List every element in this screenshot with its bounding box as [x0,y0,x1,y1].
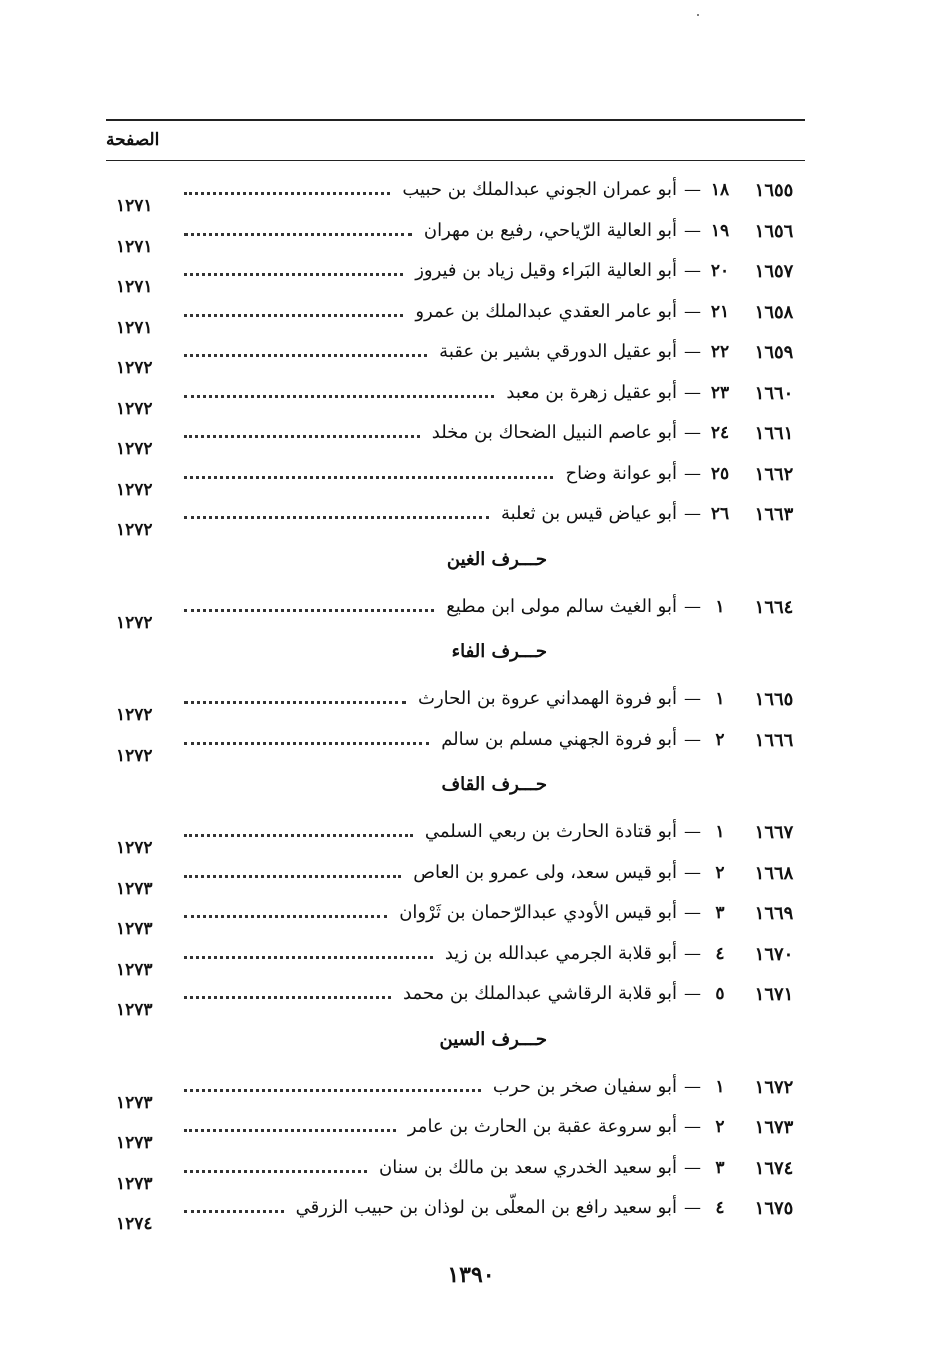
entry-page-number: ١٢٧٢ [116,358,153,378]
entry-dot-leader [184,516,489,519]
page-number: ١٣٩٠ [447,1262,495,1288]
entry-dash: — [684,342,701,362]
entry-letter-number: ١٩ [710,220,730,241]
entry-dash: — [684,180,701,200]
entry-dash: — [684,822,701,842]
entry-dot-leader [184,273,403,276]
print-speck [697,14,699,16]
entry-letter-number: ٢ [715,1117,725,1137]
entry-title: أبو فروة الهمداني عروة بن الحارث [418,688,677,709]
entry-letter-number: ١ [715,689,725,709]
entry-dash: — [684,596,701,617]
index-entry [106,1188,805,1234]
entry-dot-leader [184,609,434,612]
index-entry [106,373,805,419]
entry-title: أبو عقيل زهرة بن معبد [506,381,677,403]
header-top-rule [106,119,805,121]
entry-sequence-number: ١٦٧٥ [754,1198,794,1219]
entry-dot-leader [184,314,403,317]
entry-sequence-number: ١٦٧٤ [754,1157,794,1179]
entry-dash: — [684,862,701,883]
entry-letter-number: ٣ [715,903,725,923]
entry-page-number: ١٢٧٢ [116,612,153,633]
entry-title: أبو سفيان صخر بن حرب [492,1075,677,1097]
index-entry [106,679,805,725]
entry-title: أبو سعيد الخدري سعد بن مالك بن سنان [379,1156,677,1178]
entry-letter-number: ١ [715,1076,725,1097]
entry-dot-leader [184,476,553,479]
entry-sequence-number: ١٦٦٨ [754,862,794,884]
entry-letter-number: ٢ [715,729,725,750]
entry-letter-number: ١ [715,596,725,617]
entry-title: أبو فروة الجهني مسلم بن سالم [441,728,677,750]
index-entry [106,251,805,297]
index-entry [106,587,805,633]
entry-dot-leader [184,192,390,195]
entry-dash: — [684,984,701,1004]
index-entry [106,494,805,540]
entry-dash: — [684,903,701,923]
page-column-header: الصفحة [106,130,160,150]
entry-dash: — [684,1198,701,1218]
entry-page-number: ١٢٧٣ [116,1092,153,1113]
entry-dot-leader [184,233,412,236]
entry-dot-leader [184,875,401,878]
entry-dot-leader [184,1129,396,1132]
entry-dot-leader [184,395,494,398]
entry-sequence-number: ١٦٦٢ [754,463,794,485]
entry-title: أبو قلابة الجرمي عبدالله بن زيد [444,942,677,964]
entry-sequence-number: ١٦٦١ [754,423,794,444]
entry-letter-number: ٢٤ [710,423,730,443]
entry-page-number: ١٢٧٢ [116,745,153,766]
entry-dot-leader [184,1089,481,1092]
index-entry [106,893,805,939]
entry-dash: — [684,301,701,322]
entry-letter-number: ١ [715,822,725,842]
entry-page-number: ١٢٧٢ [116,398,153,419]
entry-page-number: ١٢٧٢ [116,479,153,500]
entry-page-number: ١٢٧٣ [116,1133,153,1153]
index-entry [106,170,805,216]
entry-title: أبو العالية الرّياحي، رفيع بن مهران [423,219,677,241]
entry-title: أبو قلابة الرقاشي عبدالملك بن محمد [403,983,677,1004]
header-bottom-rule [106,160,805,161]
entry-title: أبو سروعة عقبة بن الحارث بن عامر [407,1116,677,1137]
section-heading-text: حـــرف السين [439,1028,547,1050]
entry-dash: — [684,463,701,484]
index-entry [106,413,805,459]
entry-sequence-number: ١٦٦٦ [754,729,794,751]
entry-title: أبو قتادة الحارث بن ربعي السلمي [424,821,677,842]
index-entry [106,211,805,257]
entry-letter-number: ٢٦ [710,504,730,524]
entry-letter-number: ٥ [715,984,725,1004]
entry-sequence-number: ١٦٦٧ [754,822,794,843]
entry-dash: — [684,729,701,750]
entry-dot-leader [184,956,433,959]
entry-page-number: ١٢٧٣ [116,919,153,939]
entry-dash: — [684,504,701,524]
entry-letter-number: ١٨ [710,180,730,200]
entry-sequence-number: ١٦٦٣ [754,504,794,525]
entry-title: أبو عمران الجوني عبدالملك بن حبيب [402,179,677,200]
section-heading-text: حـــرف الغين [446,548,547,570]
entry-sequence-number: ١٦٥٩ [754,342,794,363]
section-heading [106,760,805,812]
entry-dash: — [684,261,701,281]
entry-page-number: ١٢٧١ [116,277,153,297]
entry-dash: — [684,382,701,403]
entry-sequence-number: ١٦٧٢ [754,1076,794,1098]
entry-dot-leader [184,996,391,999]
entry-sequence-number: ١٦٧١ [754,984,794,1005]
entry-dot-leader [184,1170,367,1173]
entry-title: أبو العالية البَراء وقيل زياد بن فيروز [415,260,677,281]
entry-letter-number: ٢ [715,862,725,883]
index-entry [106,292,805,338]
index-entry [106,853,805,899]
index-entry [106,1148,805,1194]
entry-sequence-number: ١٦٦٩ [754,903,794,924]
entry-sequence-number: ١٦٥٨ [754,301,794,323]
entry-dash: — [684,220,701,241]
entry-letter-number: ٤ [715,1198,725,1218]
index-entry [106,812,805,858]
entry-letter-number: ٢٢ [710,342,730,362]
section-heading [106,627,805,679]
entry-dash: — [684,1157,701,1178]
index-entry [106,454,805,500]
entry-page-number: ١٢٧٣ [116,1173,153,1194]
entry-title: أبو الغيث سالم مولى ابن مطيع [446,595,677,617]
section-heading [106,535,805,587]
entry-title: أبو عاصم النبيل الضحاك بن مخلد [431,422,677,443]
entry-page-number: ١٢٧٢ [116,838,153,858]
section-heading [106,1015,805,1067]
entry-title: أبو عوانة وضاح [565,462,677,484]
entry-page-number: ١٢٧١ [116,317,153,338]
entry-letter-number: ٢١ [710,301,730,322]
entry-dash: — [684,943,701,964]
entry-title: أبو سعيد رافع بن المعلّى بن لوذان بن حبيب الزرقي [295,1197,677,1218]
entry-page-number: ١٢٧٢ [116,439,153,459]
entry-title: أبو عياض قيس بن ثعلبة [500,503,677,524]
entry-page-number: ١٢٧٤ [116,1214,153,1234]
section-heading-text: حـــرف القاف [441,774,547,795]
entry-page-number: ١٢٧٣ [116,1000,153,1020]
entry-dot-leader [184,701,406,704]
entry-title: أبو قيس الأودي عبدالرّحمان بن ثَرْوان [399,902,677,923]
entry-page-number: ١٢٧١ [116,196,153,216]
index-entry [106,934,805,980]
section-heading-text: حـــرف الفاء [451,641,547,662]
entry-letter-number: ٣ [715,1157,725,1178]
entry-page-number: ١٢٧١ [116,236,153,257]
entry-letter-number: ٢٠ [710,261,730,281]
entry-title: أبو قيس سعد، ولى عمرو بن العاص [413,861,677,883]
entry-sequence-number: ١٦٧٠ [754,943,794,965]
index-entries [106,170,805,1234]
entry-title: أبو عامر العقدي عبدالملك بن عمرو [415,300,677,322]
entry-sequence-number: ١٦٦٥ [754,689,794,710]
entry-sequence-number: ١٦٧٣ [754,1117,794,1138]
entry-title: أبو عقيل الدورقي بشير بن عقبة [439,341,677,362]
index-entry [106,1107,805,1153]
entry-letter-number: ٤ [715,943,725,964]
entry-sequence-number: ١٦٦٤ [754,596,794,618]
entry-dash: — [684,1117,701,1137]
entry-page-number: ١٢٧٣ [116,959,153,980]
entry-sequence-number: ١٦٥٥ [754,180,794,201]
entry-letter-number: ٢٥ [710,463,730,484]
entry-sequence-number: ١٦٥٧ [754,261,794,282]
entry-dot-leader [184,834,413,837]
entry-page-number: ١٢٧٢ [116,520,153,540]
entry-dot-leader [184,354,427,357]
entry-sequence-number: ١٦٥٦ [754,220,794,242]
entry-dot-leader [184,435,420,438]
entry-letter-number: ٢٣ [710,382,730,403]
entry-page-number: ١٢٧٣ [116,878,153,899]
entry-dash: — [684,689,701,709]
index-entry [106,1067,805,1113]
entry-page-number: ١٢٧٢ [116,705,153,725]
entry-dash: — [684,1076,701,1097]
index-entry [106,974,805,1020]
entry-sequence-number: ١٦٦٠ [754,382,794,404]
index-entry [106,332,805,378]
index-entry [106,720,805,766]
entry-dot-leader [184,1210,284,1213]
entry-dot-leader [184,742,429,745]
entry-dash: — [684,423,701,443]
entry-dot-leader [184,915,387,918]
